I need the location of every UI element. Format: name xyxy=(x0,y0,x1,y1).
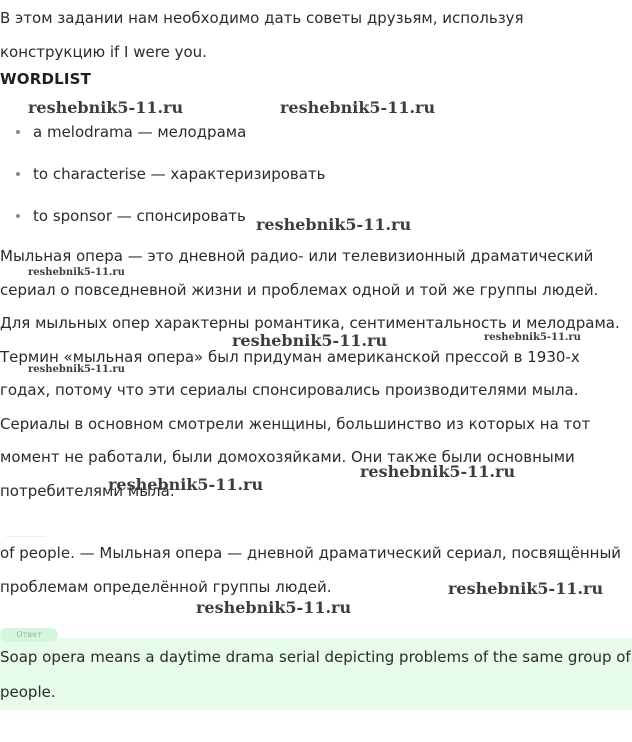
bullet-dot-icon xyxy=(16,130,20,134)
bullet-dot-icon xyxy=(16,172,20,176)
answer-text: Soap opera means a daytime drama serial depicting problems of the same group of people. xyxy=(0,648,631,701)
watermark: reshebnik5-11.ru xyxy=(108,475,264,494)
wordlist-item-text: to characterise — характеризировать xyxy=(33,165,326,183)
watermark: reshebnik5-11.ru xyxy=(280,98,436,117)
watermark: reshebnik5-11.ru xyxy=(256,215,412,234)
watermark: reshebnik5-11.ru xyxy=(232,331,388,350)
wordlist-item-text: a melodrama — мелодрама xyxy=(33,123,247,141)
soap-opera-description: Мыльная опера — это дневной радио- или телевизионный драматический сериал о повседневной жизни и проблемах одной и той же группы людей. Для мыльных опер характерны романтика, сентиментальность и мелодрама. Термин «мыльная опера» был придуман американской прессой в 1930-х годах, потому что эти сериалы спонсировались производителями мыла. Сериалы в основном смотрели женщины, большинство из которых на тот момент не работали, были домохозяйками. Они также были основными потребителями мыла. xyxy=(0,247,620,500)
watermark: reshebnik5-11.ru xyxy=(28,267,125,278)
watermark: reshebnik5-11.ru xyxy=(360,462,516,481)
wordlist-item xyxy=(0,114,632,156)
wordlist-heading: WORDLIST xyxy=(0,70,92,88)
watermark: reshebnik5-11.ru xyxy=(448,579,604,598)
watermark: reshebnik5-11.ru xyxy=(196,598,352,617)
watermark: reshebnik5-11.ru xyxy=(484,332,581,343)
translation-text: of people. — Мыльная опера — дневной драматический сериал, посвящённый проблемам определённой группы людей. xyxy=(0,544,622,596)
watermark: reshebnik5-11.ru xyxy=(28,364,125,375)
intro-text: В этом задании нам необходимо дать советы друзьям, используя конструкцию if I were you. xyxy=(0,9,524,61)
watermark: reshebnik5-11.ru xyxy=(28,98,184,117)
wordlist-item xyxy=(0,156,632,198)
wordlist-item-text: to sponsor — спонсировать xyxy=(33,207,246,225)
bullet-dot-icon xyxy=(16,214,20,218)
answer-tag: Ответ xyxy=(0,628,58,642)
